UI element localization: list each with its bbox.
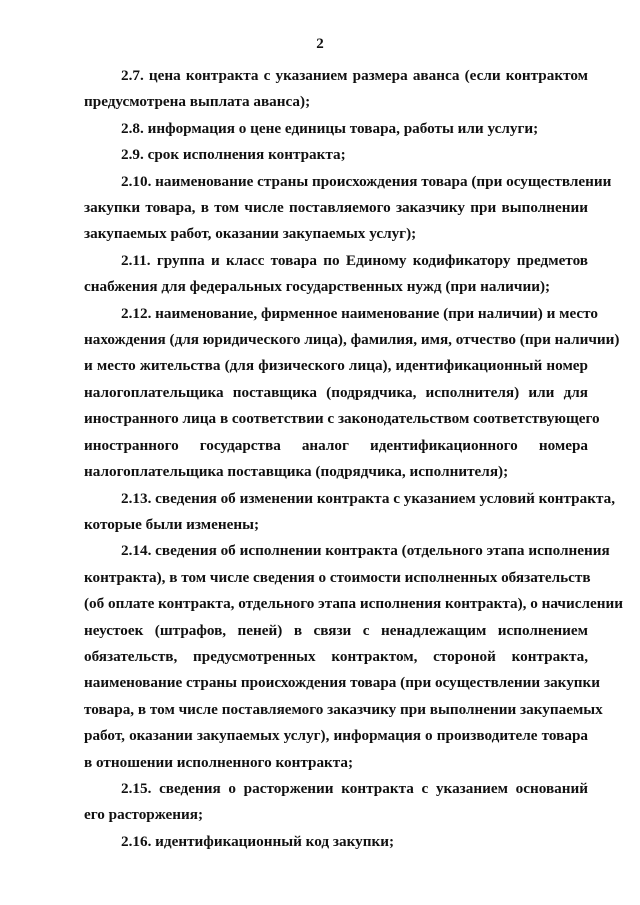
clause-line: работ, оказании закупаемых услуг), информация о производителе товара xyxy=(84,727,588,745)
clause-line: 2.9. срок исполнения контракта; xyxy=(121,146,346,164)
clause-2-13 xyxy=(84,486,616,539)
clause-line: 2.13. сведения об изменении контракта с указанием условий контракта, xyxy=(121,489,616,507)
document-body xyxy=(84,63,623,855)
clause-line: и место жительства (для физического лица), идентификационный номер xyxy=(84,357,588,375)
page-number: 2 xyxy=(316,36,324,52)
clause-2-8 xyxy=(84,116,588,142)
clause-line: товара, в том числе поставляемого заказчику при выполнении закупаемых xyxy=(84,700,603,718)
clause-line: в отношении исполненного контракта; xyxy=(84,753,354,771)
clause-line: неустоек (штрафов, пеней) в связи с ненадлежащим исполнением xyxy=(84,621,588,639)
clause-line: 2.10. наименование страны происхождения товара (при осуществлении xyxy=(121,172,612,190)
clause-2-14 xyxy=(84,538,623,776)
clause-2-12 xyxy=(84,301,620,486)
clause-line: иностранного государства аналог идентификационного номера xyxy=(84,436,588,454)
clause-2-9 xyxy=(84,142,588,168)
clause-line: 2.12. наименование, фирменное наименование (при наличии) и место xyxy=(121,304,599,322)
clause-line: предусмотрена выплата аванса); xyxy=(84,93,311,111)
clause-line: нахождения (для юридического лица), фамилия, имя, отчество (при наличии) xyxy=(84,331,620,349)
clause-line: закупаемых работ, оказании закупаемых услуг); xyxy=(84,225,417,243)
clause-2-10 xyxy=(84,169,612,248)
clause-line: 2.8. информация о цене единицы товара, работы или услуги; xyxy=(121,119,539,137)
clause-2-7 xyxy=(84,63,588,116)
clause-line: 2.11. группа и класс товара по Единому кодификатору предметов xyxy=(121,251,588,269)
clause-line: (об оплате контракта, отдельного этапа исполнения контракта), о начислении xyxy=(84,595,623,613)
clause-line: обязательств, предусмотренных контрактом, стороной контракта, xyxy=(84,647,588,665)
clause-line: контракта), в том числе сведения о стоимости исполненных обязательств xyxy=(84,568,591,586)
clause-2-15 xyxy=(84,776,588,829)
clause-line: 2.15. сведения о расторжении контракта с указанием оснований xyxy=(121,779,588,797)
clause-line: которые были изменены; xyxy=(84,515,260,533)
clause-2-11 xyxy=(84,248,588,301)
clause-line: 2.7. цена контракта с указанием размера аванса (если контрактом xyxy=(121,67,588,84)
clause-line: иностранного лица в соответствии с законодательством соответствующего xyxy=(84,410,600,428)
clause-line: 2.16. идентификационный код закупки; xyxy=(121,832,395,850)
clause-line: закупки товара, в том числе поставляемого заказчику при выполнении xyxy=(84,199,588,217)
clause-line: 2.14. сведения об исполнении контракта (отдельного этапа исполнения xyxy=(121,542,610,560)
clause-line: налогоплательщика поставщика (подрядчика, исполнителя); xyxy=(84,463,509,481)
clause-line: налогоплательщика поставщика (подрядчика, исполнителя) или для xyxy=(84,383,588,401)
clause-line: его расторжения; xyxy=(84,806,204,824)
clause-2-16 xyxy=(84,829,588,855)
clause-line: наименование страны происхождения товара (при осуществлении закупки xyxy=(84,674,601,692)
clause-line: снабжения для федеральных государственных нужд (при наличии); xyxy=(84,278,551,296)
